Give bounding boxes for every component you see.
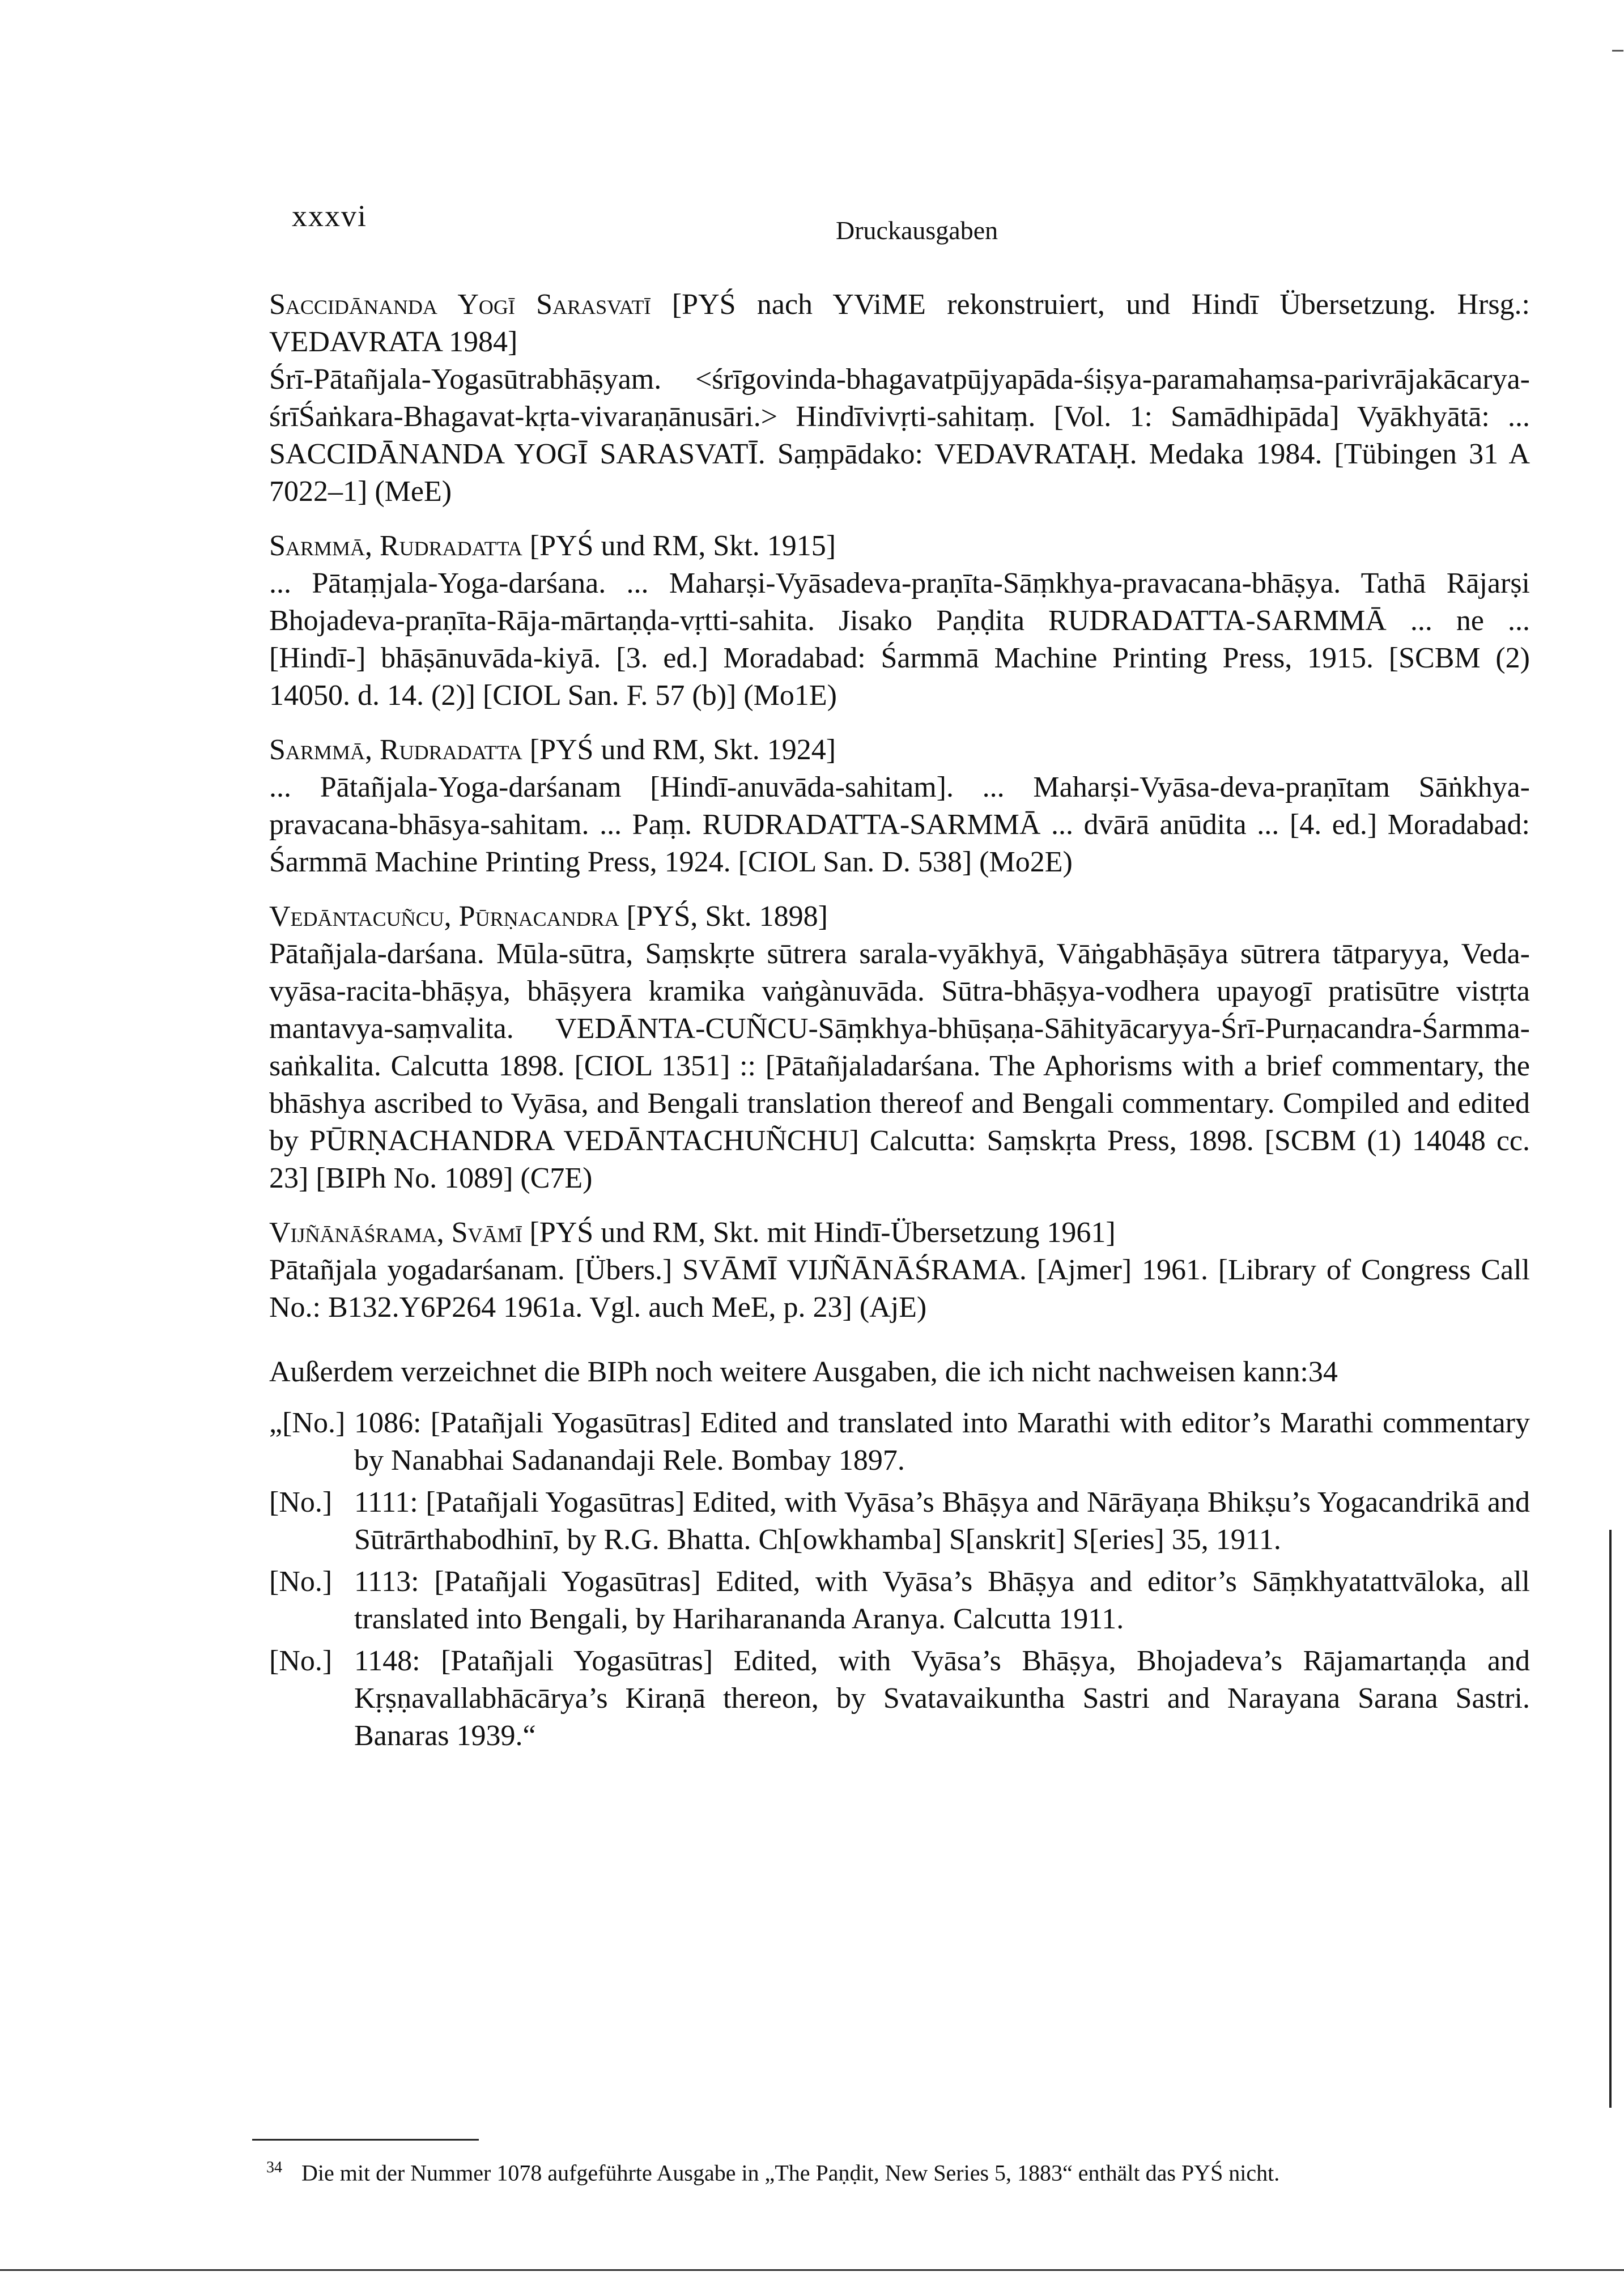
entry-body: ... Pātaṃjala-Yoga-darśana. ... Maharṣi-Vyāsadeva-praṇīta-Sāṃkhya-pravacana-bhāṣya. Tathā Rājarṣi Bhojadeva-praṇīta-Rāja-mārtaṇḍa-vṛtti-sahita. Jisako Paṇḍita RUDRADATTA-SARMMĀ ... ne ... [Hindī-] bhāṣānuvāda-kiyā. [3. ed.] Moradabad: Śarmmā Machine Printing Press, 1915. [SCBM (2) 14050. d. 14. (2)] [CIOL San. F. 57 (b)] (Mo1E): [269, 567, 1530, 712]
bibliography-entry: [269, 1214, 1530, 1326]
item-label: [No.]: [269, 1645, 333, 1677]
item-text: 1086: [Patañjali Yogasūtras] Edited and translated into Marathi with editor’s Marathi commentary by Nanabhai Sadanandaji Rele. Bombay 1897.: [354, 1407, 1530, 1477]
bibliography-entry: [269, 527, 1530, 714]
item-text: 1113: [Patañjali Yogasūtras] Edited, with Vyāsa’s Bhāṣya and editor’s Sāṃkhyatattvāloka, all translated into Bengali, by Hariharananda Aranya. Calcutta 1911.: [354, 1565, 1530, 1635]
quoted-list: [269, 1405, 1530, 1755]
entry-heading: [269, 898, 1530, 935]
footnote-divider: [252, 2139, 479, 2141]
entry-heading: [269, 527, 1530, 565]
list-item: [269, 1405, 1530, 1479]
list-item: [269, 1563, 1530, 1638]
item-label: „[No.]: [269, 1407, 346, 1439]
entry-meta: [PYŚ und RM, Skt. 1915]: [529, 530, 836, 562]
footnote-text: Die mit der Nummer 1078 aufgeführte Ausgabe in „The Paṇḍit, New Series 5, 1883“ enthält das PYŚ nicht.: [301, 2160, 1280, 2186]
entry-meta: [PYŚ, Skt. 1898]: [626, 900, 828, 933]
page-bottom-divider: [0, 2269, 1624, 2271]
entry-meta: [PYŚ und RM, Skt. 1924]: [529, 734, 836, 766]
entry-meta: [PYŚ und RM, Skt. mit Hindī-Übersetzung 1961]: [529, 1216, 1116, 1249]
scan-edge-mark: [1609, 1530, 1612, 2108]
entry-heading: [269, 731, 1530, 769]
running-head: Druckausgaben: [836, 216, 998, 245]
entry-heading: [269, 1214, 1530, 1252]
entry-author: Sarmmā, Rudradatta: [269, 734, 522, 766]
intro-paragraph: Außerdem verzeichnet die BIPh noch weitere Ausgaben, die ich nicht nachweisen kann:34: [269, 1356, 1338, 1388]
entry-body: Pātañjala yogadarśanam. [Übers.] SVĀMĪ VIJÑĀNĀŚRAMA. [Ajmer] 1961. [Library of Congress Call No.: B132.Y6P264 1961a. Vgl. auch MeE, p. 23] (AjE): [269, 1254, 1530, 1324]
footnote-number: 34: [266, 2159, 282, 2176]
main-text: [269, 286, 1530, 1759]
entry-author: Saccidānanda Yogī Sarasvatī: [269, 288, 651, 321]
item-text: 1148: [Patañjali Yogasūtras] Edited, with Vyāsa’s Bhāṣya, Bhojadeva’s Rājamartaṇḍa and Kṛṣṇavallabhācārya’s Kiraṇā thereon, by Svatavaikuntha Sastri and Narayana Sarana Sastri. Banaras 1939.“: [354, 1645, 1530, 1752]
page-number: xxxvi: [292, 199, 368, 233]
list-item: [269, 1643, 1530, 1755]
item-label: [No.]: [269, 1486, 333, 1518]
entry-author: Vijñānāśrama, Svāmī: [269, 1216, 522, 1249]
entry-body: Pātañjala-darśana. Mūla-sūtra, Saṃskṛte sūtrera sarala-vyākhyā, Vāṅgabhāṣāya sūtrera tātparyya, Veda-vyāsa-racita-bhāṣya, bhāṣyera kramika vaṅgànuvāda. Sūtra-bhāṣya-vodhera upayogī pratisūtre vistṛta mantavya-saṃvalita. VEDĀNTA-CUÑCU-Sāṃkhya-bhūṣaṇa-Sāhityācaryya-Śrī-Purṇacandra-Śarmma-saṅkalita. Calcutta 1898. [CIOL 1351] :: [Pātañjaladarśana. The Aphorisms with a brief commentary, the bhāshya ascribed to Vyāsa, and Bengali translation thereof and Bengali commentary. Compiled and edited by PŪRṆACHANDRA VEDĀNTACHUÑCHU] Calcutta: Saṃskṛta Press, 1898. [SCBM (1) 14048 cc. 23] [BIPh No. 1089] (C7E): [269, 938, 1530, 1194]
bibliography-entry: [269, 898, 1530, 1197]
entry-author: Vedāntacuñcu, Pūrṇacandra: [269, 900, 619, 933]
entry-author: Sarmmā, Rudradatta: [269, 530, 522, 562]
entry-body: Śrī-Pātañjala-Yogasūtrabhāṣyam. <śrīgovinda-bhagavatpūjyapāda-śiṣya-paramahaṃsa-parivrājakācarya-śrīŚaṅkara-Bhagavat-kṛta-vivaraṇānusāri.> Hindīvivṛti-sahitaṃ. [Vol. 1: Samādhipāda] Vyākhyātā: ... SACCIDĀNANDA YOGĪ SARASVATĪ. Saṃpādako: VEDAVRATAḤ. Medaka 1984. [Tübingen 31 A 7022–1] (MeE): [269, 363, 1530, 508]
item-text: 1111: [Patañjali Yogasūtras] Edited, with Vyāsa’s Bhāṣya and Nārāyaṇa Bhikṣu’s Yogacandrikā and Sūtrārthabodhinī, by R.G. Bhatta. Ch[owkhamba] S[anskrit] S[eries] 35, 1911.: [354, 1486, 1530, 1556]
bibliography-entry: [269, 731, 1530, 881]
entry-heading: [269, 286, 1530, 361]
scan-corner-mark: [1612, 50, 1623, 52]
footnote: [266, 2153, 1513, 2188]
page-header: [292, 198, 1541, 249]
entry-body: ... Pātañjala-Yoga-darśanam [Hindī-anuvāda-sahitam]. ... Maharṣi-Vyāsa-deva-praṇītam Sāṅkhya-pravacana-bhāsya-sahitam. ... Paṃ. RUDRADATTA-SARMMĀ ... dvārā anūdita ... [4. ed.] Moradabad: Śarmmā Machine Printing Press, 1924. [CIOL San. D. 538] (Mo2E): [269, 771, 1530, 878]
entry-meta: [PYŚ nach YViME rekonstruiert, und Hindī Übersetzung. Hrsg.: VEDAVRATA 1984]: [269, 288, 1530, 358]
list-item: [269, 1484, 1530, 1559]
item-label: [No.]: [269, 1565, 333, 1598]
bibliography-entry: [269, 286, 1530, 510]
